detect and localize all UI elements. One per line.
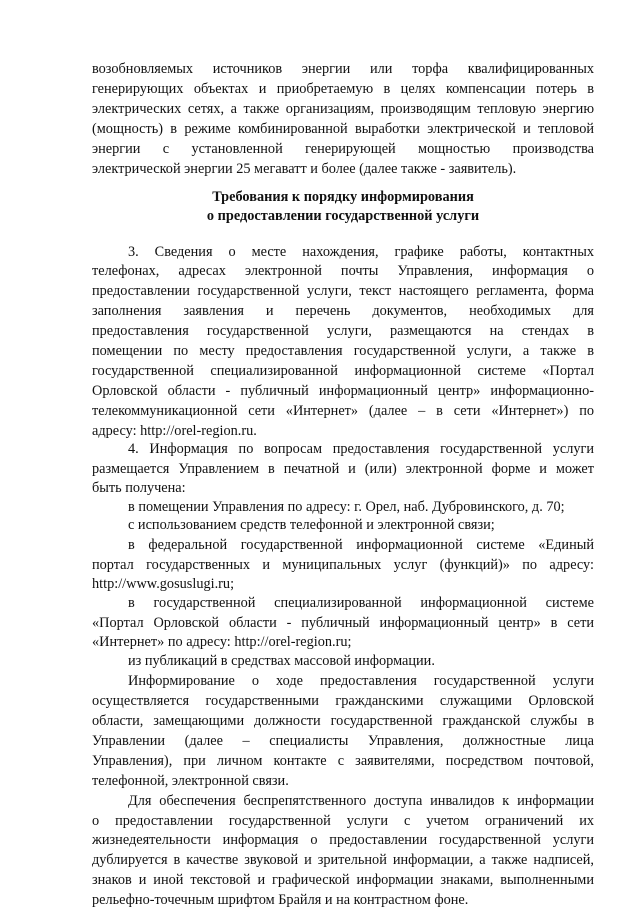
text-line: генерирующих объектах и приобретаемую в целях компенсации потерь в <box>92 81 594 97</box>
text-line: в помещении Управления по адресу: г. Орел, наб. Дубровинского, д. 70; <box>128 499 565 515</box>
text-line: в федеральной государственной информационной системе «Единый <box>128 537 594 553</box>
text-line: электрической энергии 25 мегаватт и более (далее также - заявитель). <box>92 161 517 177</box>
text-line: адресу: http://orel-region.ru. <box>92 423 257 439</box>
text-line: государственной специализированной информационной системе «Портал <box>92 363 594 379</box>
text-line: «Интернет» по адресу: http://orel-region.ru; <box>92 634 352 650</box>
text-line: портал государственных и муниципальных услуг (функций)» по адресу: <box>92 557 594 573</box>
text-line: с использованием средств телефонной и электронной связи; <box>128 517 495 533</box>
text-line: (мощность) в режиме комбинированной выработки электрической и тепловой <box>92 121 594 137</box>
text-line: рельефно-точечным шрифтом Брайля и на контрастном фоне. <box>92 892 469 908</box>
section-heading-line: Требования к порядку информирования <box>212 189 474 205</box>
text-line: телекоммуникационной сети «Интернет» (далее – в сети «Интернет») по <box>92 403 594 419</box>
text-line: о предоставлении государственной услуги с учетом ограничений их <box>92 813 594 829</box>
text-line: 3. Сведения о месте нахождения, графике работы, контактных <box>128 244 594 260</box>
section-heading-line: о предоставлении государственной услуги <box>206 208 480 224</box>
text-line: Орловской области - публичный информационный центр» информационно- <box>92 383 594 399</box>
text-line: знаков и иной текстовой и графической информации знаками, выполненными <box>92 872 594 888</box>
text-line: осуществляется государственными гражданскими служащими Орловской <box>92 693 594 709</box>
text-line: возобновляемых источников энергии или торфа квалифицированных <box>92 61 594 77</box>
text-line: энергии с установленной генерирующей мощностью производства <box>92 141 594 157</box>
text-line: в государственной специализированной информационной системе <box>128 595 594 611</box>
text-line: заполнения заявления и перечень документов, необходимых для <box>92 303 594 319</box>
text-line: Для обеспечения беспрепятственного доступа инвалидов к информации <box>128 793 594 809</box>
text-line: предоставлении государственной услуги, текст настоящего регламента, форма <box>92 283 594 299</box>
text-line: помещении по месту предоставления государственной услуги, а также в <box>92 343 594 359</box>
text-line: дублируется в качестве звуковой и зрительной информации, а также надписей, <box>92 852 594 868</box>
text-line: Информирование о ходе предоставления государственной услуги <box>128 673 594 689</box>
text-line: из публикаций в средствах массовой информации. <box>128 653 435 669</box>
text-line: Управлении (далее – специалисты Управления, должностные лица <box>92 733 594 749</box>
text-line: предоставления государственной услуги, размещаются на стендах в <box>92 323 594 339</box>
text-line: размещается Управлением в печатной и (или) электронной форме и может <box>92 461 594 477</box>
text-line: Управления), при личном контакте с заявителями, посредством почтовой, <box>92 753 594 769</box>
text-line: области, замещающими должности государственной гражданской службы в <box>92 713 594 729</box>
text-line: 4. Информация по вопросам предоставления государственной услуги <box>128 441 594 457</box>
text-line: электрических сетях, а также организациям, производящим тепловую энергию <box>92 101 594 117</box>
text-line: «Портал Орловской области - публичный информационный центр» в сети <box>92 615 594 631</box>
text-line: телефонной, электронной связи. <box>92 773 289 789</box>
text-line: быть получена: <box>92 480 186 496</box>
text-line: жизнедеятельности информация о предоставлении государственной услуги <box>92 832 594 848</box>
text-line: http://www.gosuslugi.ru; <box>92 576 235 592</box>
text-line: телефонах, адресах электронной почты Управления, информация о <box>92 263 594 279</box>
